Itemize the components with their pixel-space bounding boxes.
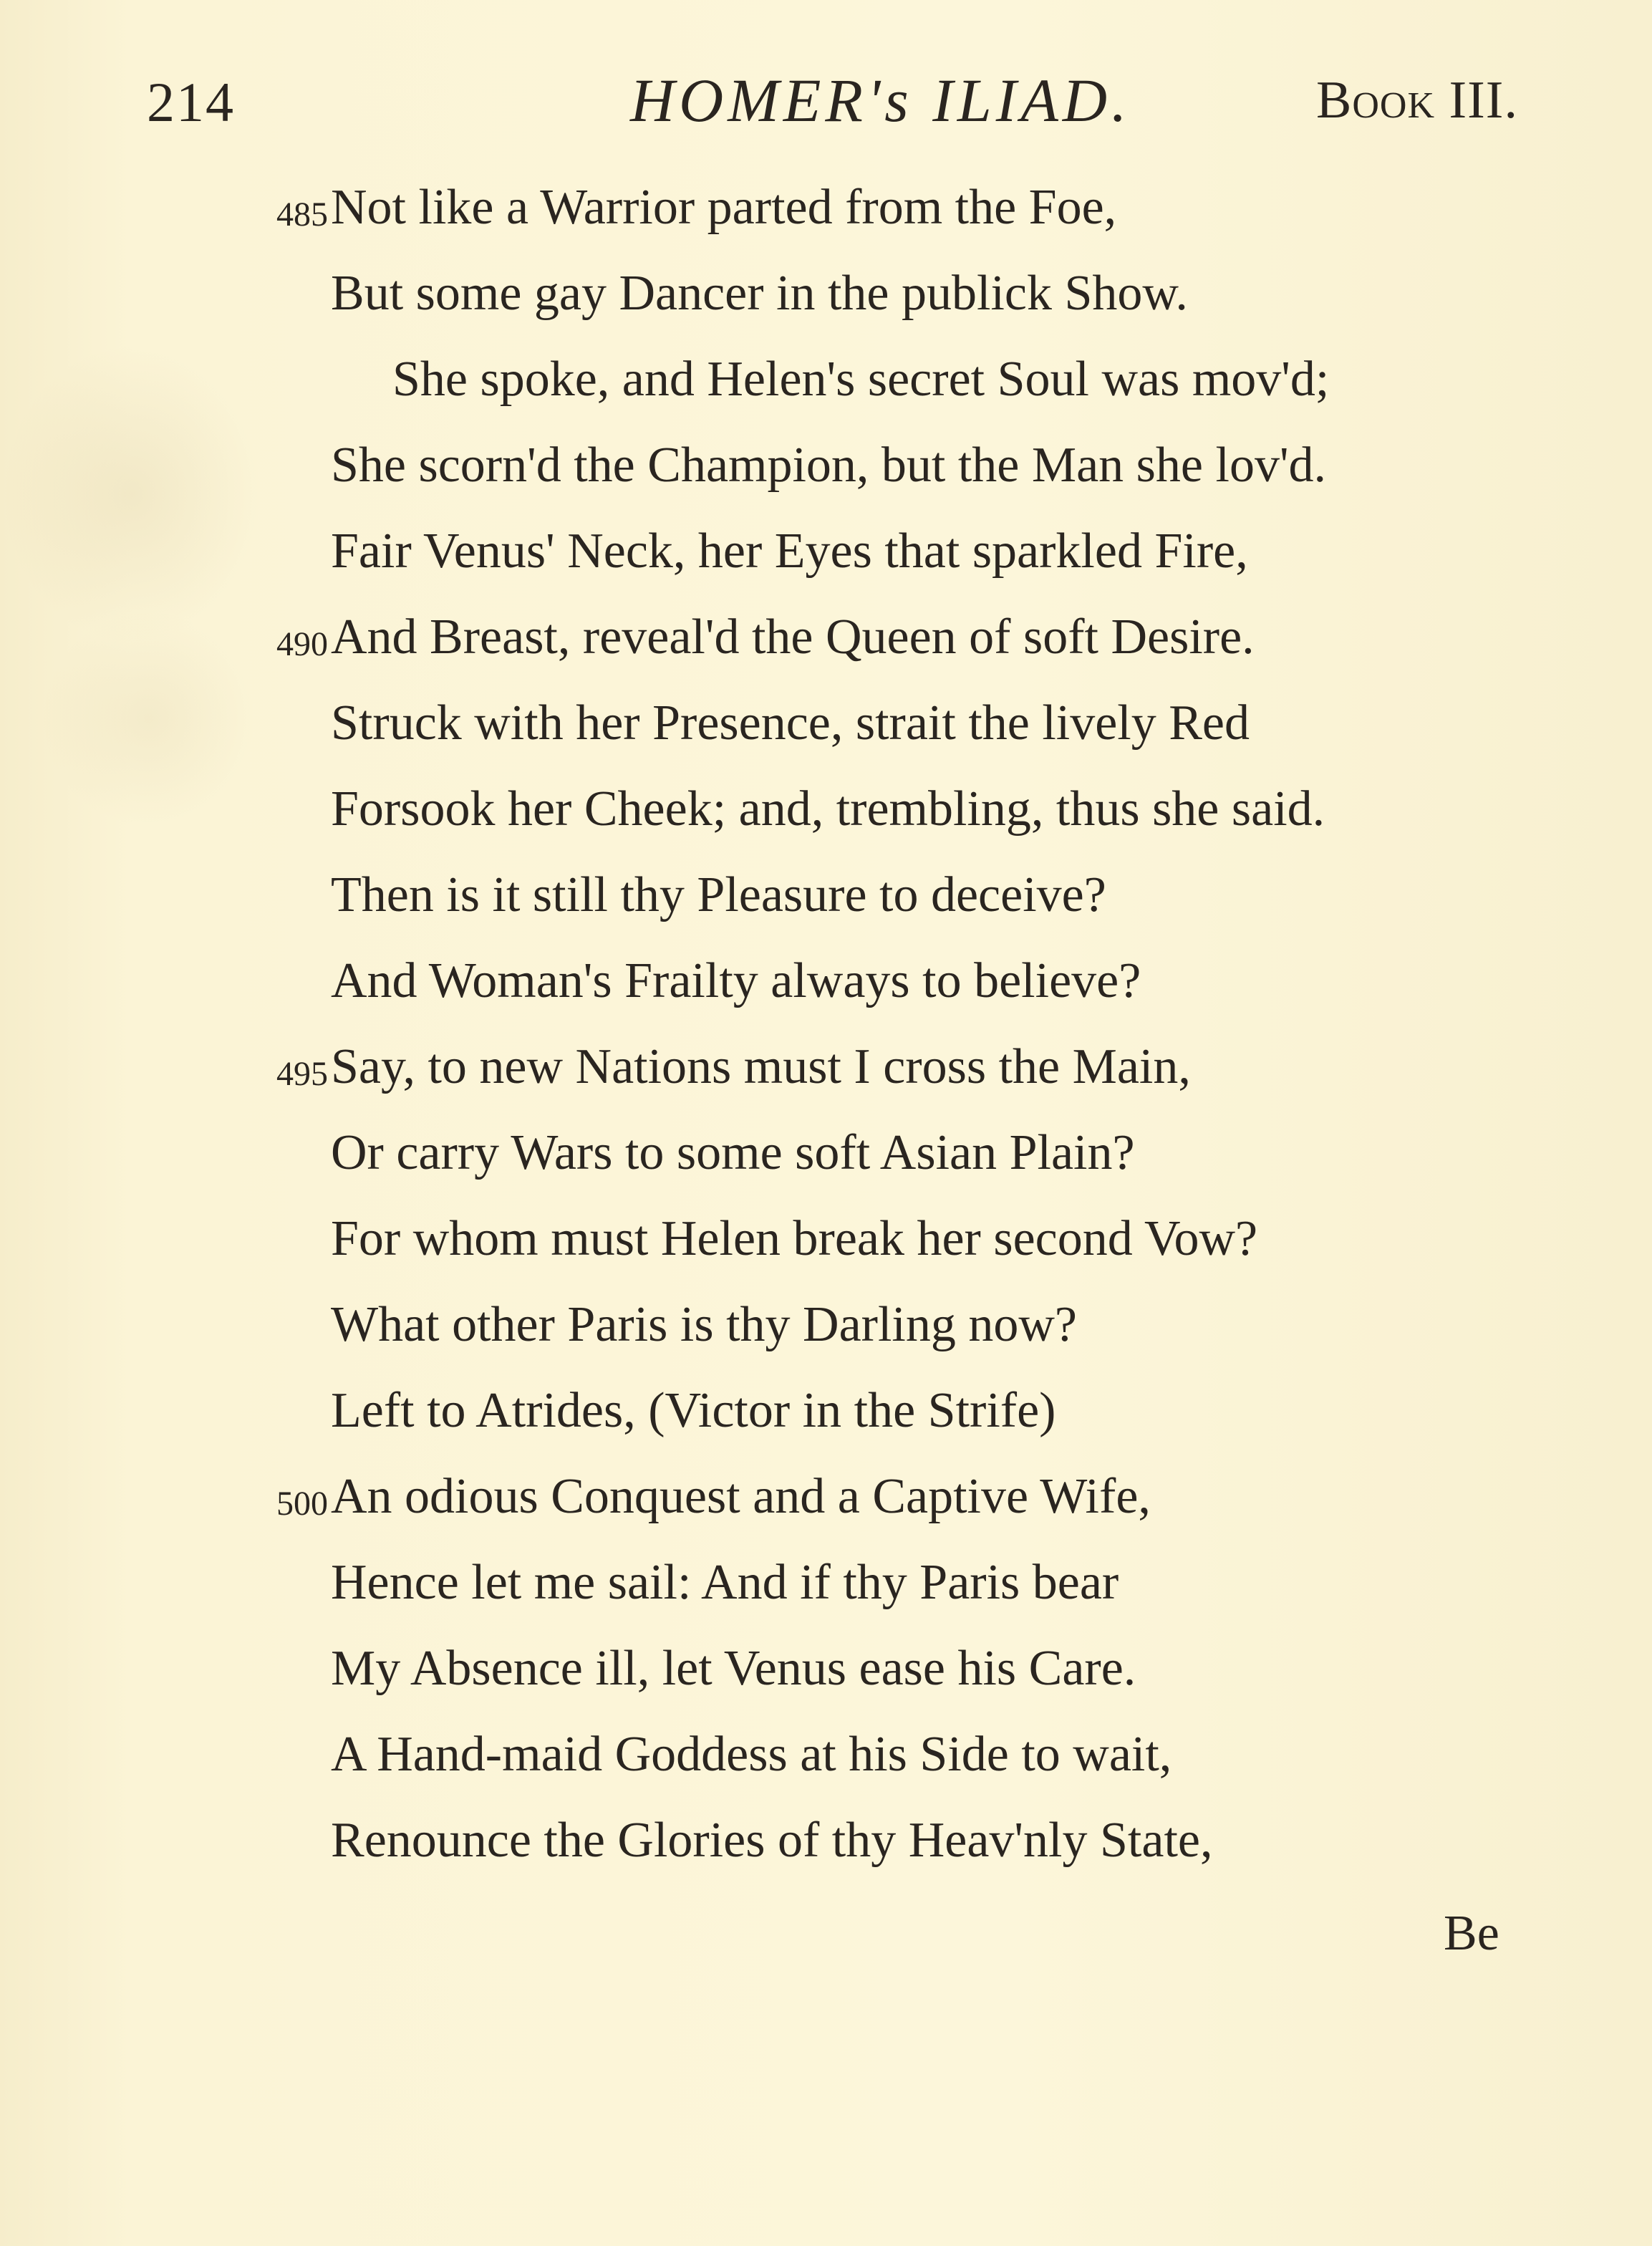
- verse-line: [0, 1296, 1652, 1375]
- verse-line: [0, 1382, 1652, 1461]
- catchword: Be: [1444, 1906, 1499, 1961]
- line-text: Then is it still thy Pleasure to deceive?: [331, 867, 1106, 922]
- line-text: Struck with her Presence, strait the lively Red: [331, 695, 1250, 751]
- verse-line: [0, 1124, 1652, 1203]
- running-title: HOMER's ILIAD.: [630, 66, 1131, 135]
- verse-line: [0, 179, 1652, 258]
- line-text: And Breast, reveal'd the Queen of soft Desire.: [331, 609, 1255, 665]
- line-text: For whom must Helen break her second Vow?: [331, 1211, 1258, 1266]
- line-number: 500: [276, 1485, 328, 1523]
- line-text: And Woman's Frailty always to believe?: [331, 953, 1141, 1008]
- line-number: 490: [276, 625, 328, 663]
- verse-line: [0, 523, 1652, 602]
- verse-line: [0, 695, 1652, 773]
- line-text: She scorn'd the Champion, but the Man she lov'd.: [331, 438, 1327, 493]
- verse-line: [0, 265, 1652, 344]
- verse-line: [0, 609, 1652, 688]
- line-text: But some gay Dancer in the publick Show.: [331, 266, 1188, 321]
- book-label: Book III.: [1316, 71, 1518, 130]
- line-text: An odious Conquest and a Captive Wife,: [331, 1469, 1151, 1524]
- line-text: Fair Venus' Neck, her Eyes that sparkled Fire,: [331, 524, 1248, 579]
- line-text: Renounce the Glories of thy Heav'nly State,: [331, 1813, 1213, 1868]
- verse-line: [0, 953, 1652, 1031]
- line-text: Left to Atrides, (Victor in the Strife): [331, 1383, 1056, 1438]
- verse-line: [0, 437, 1652, 516]
- page-number: 214: [147, 71, 235, 133]
- line-text: A Hand-maid Goddess at his Side to wait,: [331, 1727, 1172, 1782]
- line-text: What other Paris is thy Darling now?: [331, 1297, 1078, 1352]
- verse-line: [0, 867, 1652, 945]
- verse-line: [0, 1554, 1652, 1633]
- line-text: Forsook her Cheek; and, trembling, thus she said.: [331, 781, 1325, 837]
- verse-line: [0, 1812, 1652, 1891]
- line-text: She spoke, and Helen's secret Soul was mov'd;: [392, 352, 1330, 407]
- line-text: Say, to new Nations must I cross the Main,: [331, 1039, 1191, 1094]
- line-number: 485: [276, 196, 328, 233]
- verse-line: [0, 1210, 1652, 1289]
- line-number: 495: [276, 1055, 328, 1093]
- running-head: [0, 64, 1652, 150]
- line-text: Not like a Warrior parted from the Foe,: [331, 180, 1117, 235]
- verse-line: [0, 781, 1652, 859]
- line-text: Or carry Wars to some soft Asian Plain?: [331, 1125, 1135, 1180]
- verse-line: [0, 351, 1652, 430]
- verse-line: [0, 1640, 1652, 1719]
- verse-line: [0, 1726, 1652, 1805]
- verse-line: [0, 1468, 1652, 1547]
- line-text: Hence let me sail: And if thy Paris bear: [331, 1555, 1119, 1610]
- verse-line: [0, 1038, 1652, 1117]
- line-text: My Absence ill, let Venus ease his Care.: [331, 1641, 1136, 1696]
